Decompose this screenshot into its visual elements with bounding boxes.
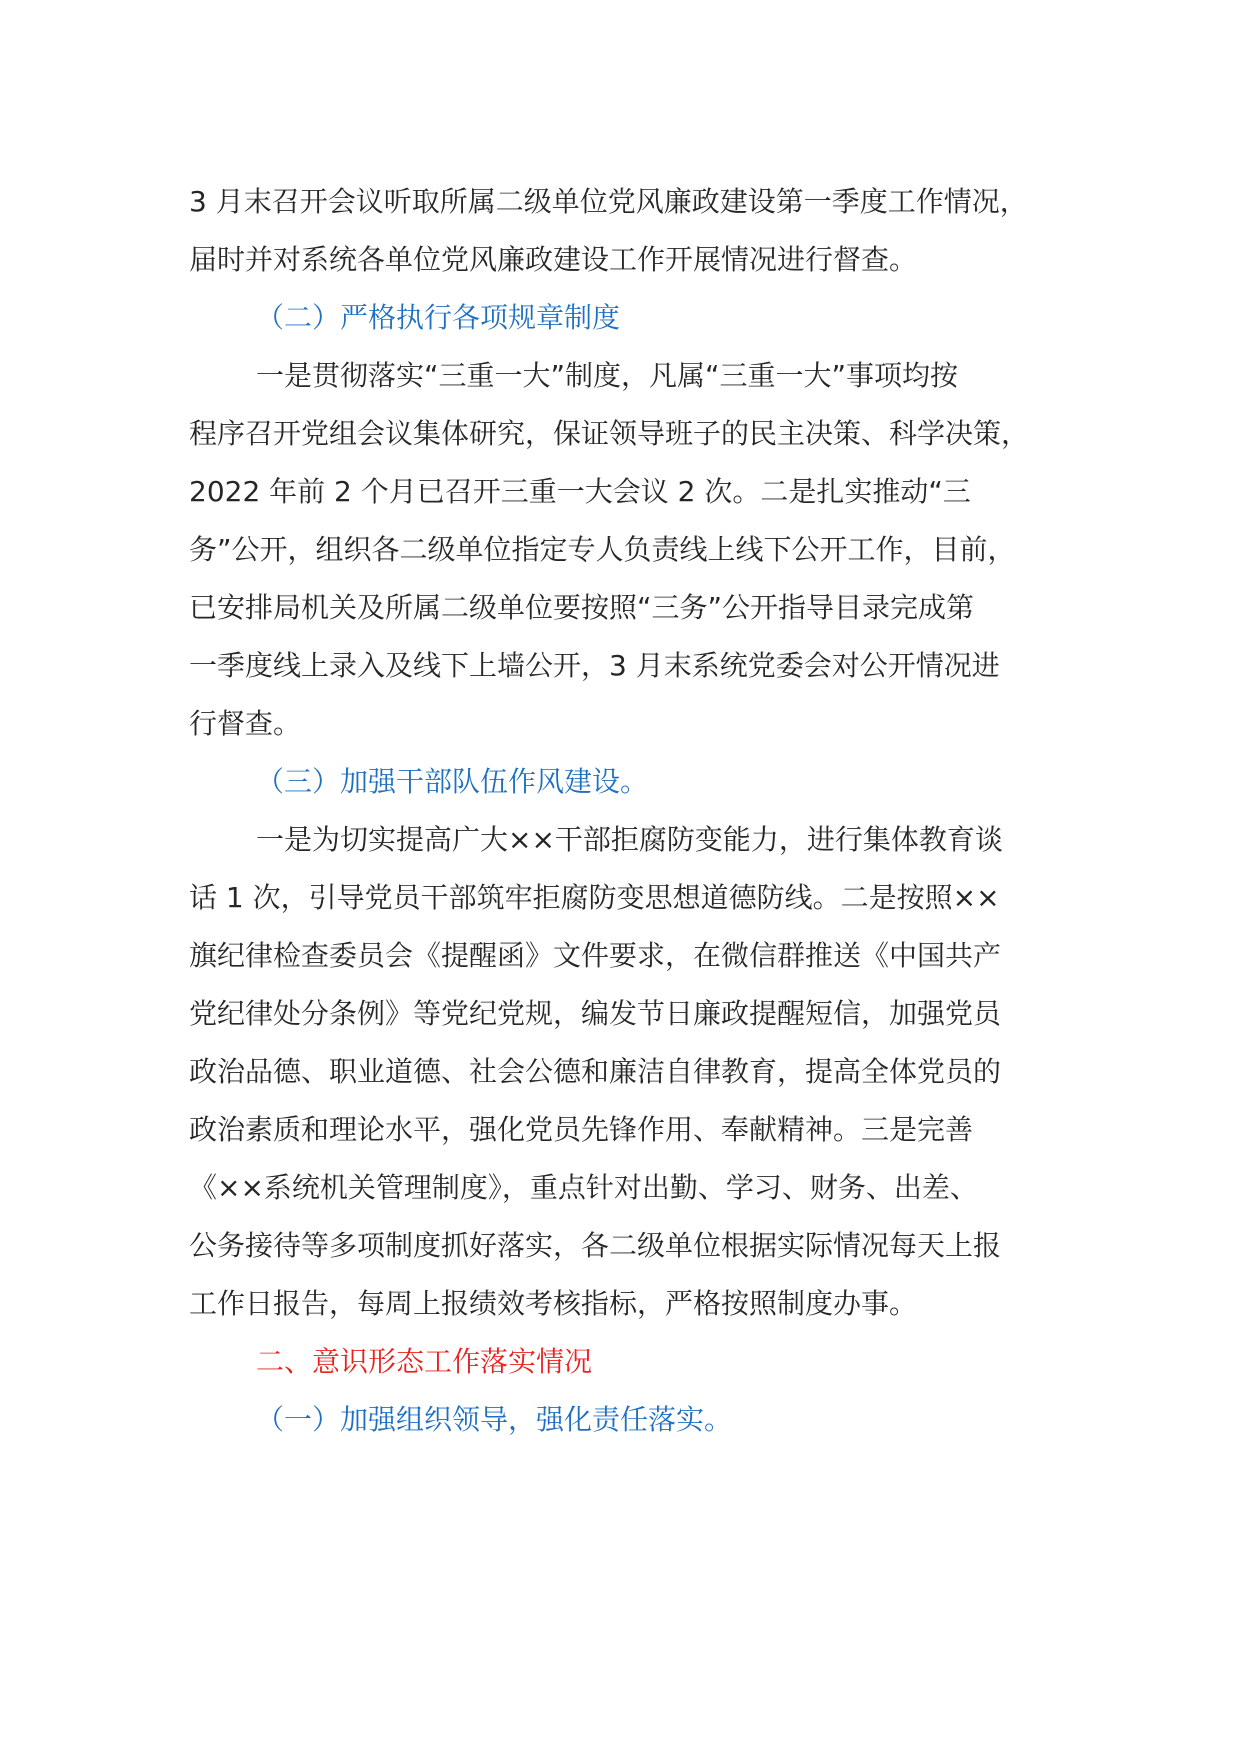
body-text-line: 程序召开党组会议集体研究，保证领导班子的民主决策、科学决策， [189,417,1030,450]
body-text-line: 政治品德、职业道德、社会公德和廉洁自律教育，提高全体党员的 [189,1055,1002,1088]
body-text-line: 公务接待等多项制度抓好落实，各二级单位根据实际情况每天上报 [189,1229,1002,1262]
body-text-line: 《××系统机关管理制度》，重点针对出勤、学习、财务、出差、 [189,1171,978,1204]
subheading: （三）加强干部队伍作风建设。 [256,765,649,798]
subheading: （二）严格执行各项规章制度 [256,301,621,334]
body-text-line: 一季度线上录入及线下上墙公开，3 月末系统党委会对公开情况进 [189,649,1000,682]
body-text-line: 一是贯彻落实“三重一大”制度，凡属“三重一大”事项均按 [256,359,959,392]
body-text-line: 2022 年前 2 个月已召开三重一大会议 2 次。二是扎实推动“三 [189,475,971,508]
body-text-line: 3 月末召开会议听取所属二级单位党风廉政建设第一季度工作情况， [189,185,1028,218]
body-text-line: 行督查。 [189,707,302,740]
body-text-line: 务”公开，组织各二级单位指定专人负责线上线下公开工作，目前， [189,533,1016,566]
body-text-line: 已安排局机关及所属二级单位要按照“三务”公开指导目录完成第 [189,591,975,624]
section-heading: 二、意识形态工作落实情况 [256,1345,593,1378]
body-text-line: 旗纪律检查委员会《提醒函》文件要求，在微信群推送《中国共产 [189,939,1002,972]
body-text-line: 政治素质和理论水平，强化党员先锋作用、奉献精神。三是完善 [189,1113,974,1146]
body-text-line: 话 1 次，引导党员干部筑牢拒腐防变思想道德防线。二是按照×× [189,881,1000,914]
body-text-line: 工作日报告，每周上报绩效考核指标，严格按照制度办事。 [189,1287,918,1320]
subheading: （一）加强组织领导，强化责任落实。 [256,1403,733,1436]
body-text-line: 一是为切实提高广大××干部拒腐防变能力，进行集体教育谈 [256,823,1003,856]
body-text-line: 届时并对系统各单位党风廉政建设工作开展情况进行督查。 [189,243,918,276]
body-text-line: 党纪律处分条例》等党纪党规，编发节日廉政提醒短信，加强党员 [189,997,1002,1030]
